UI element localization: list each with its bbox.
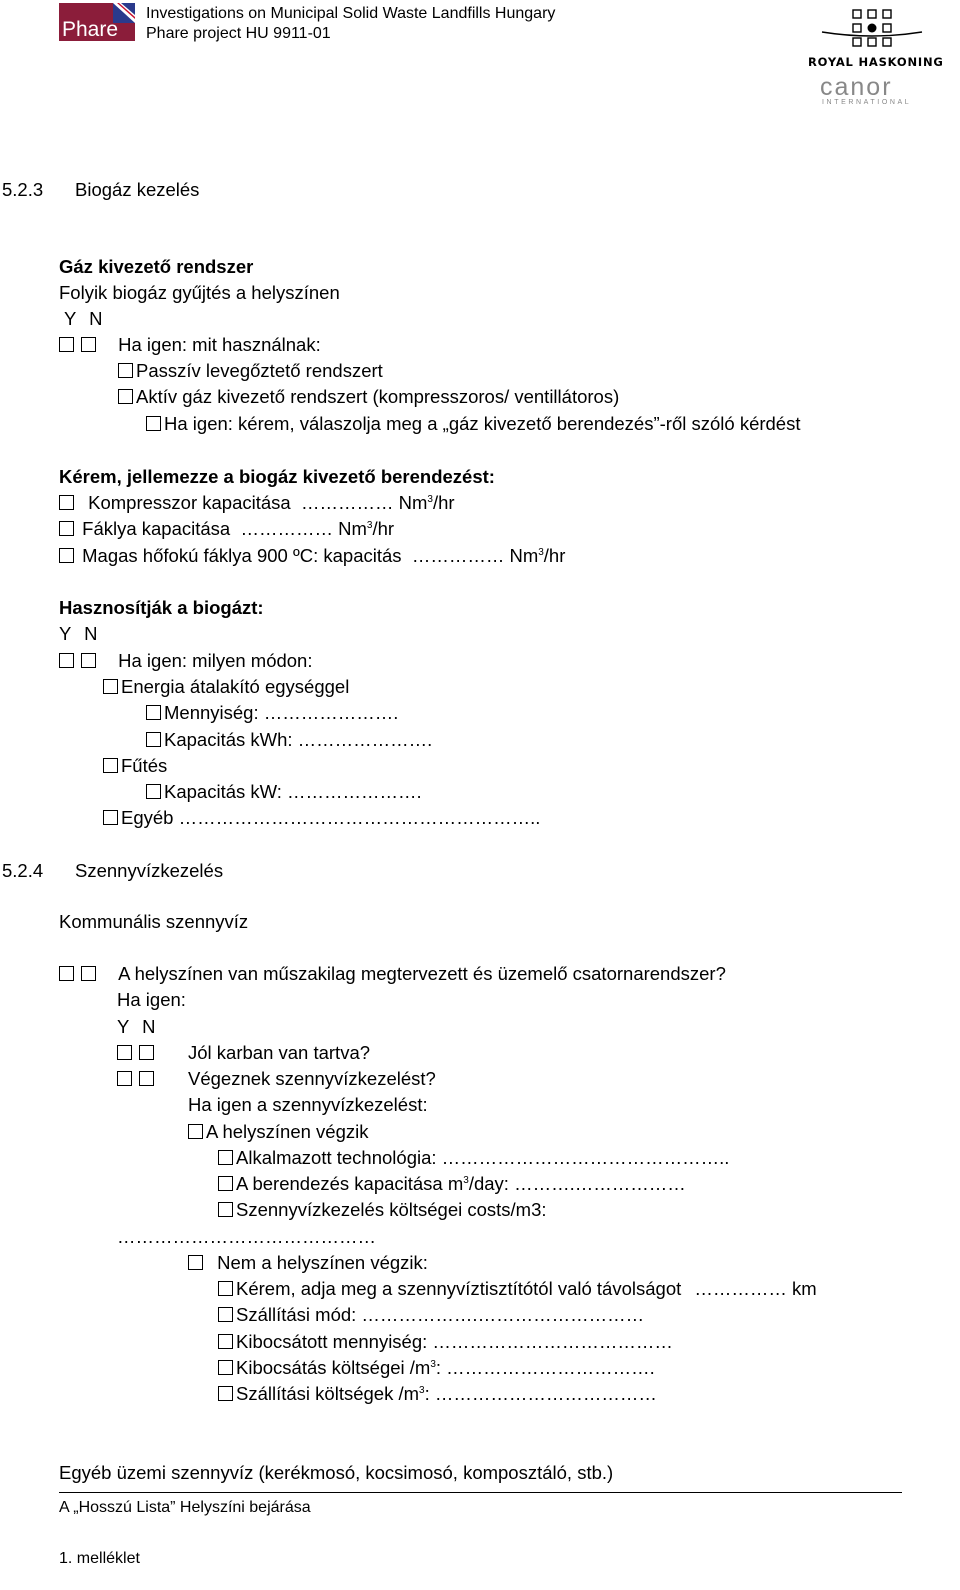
maintained-row [117,1042,157,1064]
flare-row [59,518,394,540]
capacity-kw-label: Kapacitás kW: …………………. [164,781,422,802]
flare-checkbox[interactable] [59,521,74,536]
if-yes-treatment-label: Ha igen a szennyvízkezelést: [188,1094,428,1115]
section-number-5-2-4: 5.2.4 [2,860,44,881]
onsite-label: A helyszínen végzik [206,1121,369,1142]
biogas-use-row [59,650,313,672]
other-use-row [103,807,540,829]
phare-logo-text: Phare [62,18,119,41]
active-label: Aktív gáz kivezető rendszert (kompresszoros/ ventillátoros) [136,386,620,407]
heating-checkbox[interactable] [103,758,118,773]
no-checkbox[interactable] [81,337,96,352]
discharged-quantity-checkbox[interactable] [218,1334,233,1349]
onsite-checkbox[interactable] [188,1124,203,1139]
passive-checkbox[interactable] [118,363,133,378]
active-checkbox[interactable] [118,389,133,404]
onsite-row [188,1121,368,1143]
other-use-checkbox[interactable] [103,810,118,825]
treatment-costs-checkbox[interactable] [218,1202,233,1217]
footer-title: A „Hosszú Lista” Helyszíni bejárása [59,1499,311,1516]
gas-system-heading: Gáz kivezető rendszer [59,256,254,277]
active-system-row [118,386,619,408]
section-title-wastewater: Szennyvízkezelés [75,860,224,881]
equipment-heading: Kérem, jellemezze a biogáz kivezető berendezést: [59,466,495,487]
phare-logo [59,3,135,41]
maintained-no-checkbox[interactable] [139,1045,154,1060]
transport-mode-checkbox[interactable] [218,1307,233,1322]
treatment-label: Végeznek szennyvízkezelést? [188,1068,436,1089]
capacity-kw-row [146,781,422,803]
offsite-row [188,1252,428,1274]
transport-cost-row [218,1383,657,1405]
passive-label: Passzív levegőztető rendszert [136,360,383,381]
quantity-row [146,702,398,724]
capacity-kwh-row [146,729,432,751]
sewer-if-yes-label: Ha igen: [117,989,186,1010]
compressor-label: Kompresszor kapacitása [88,492,291,513]
maintained-yes-checkbox[interactable] [117,1045,132,1060]
capacity-kwh-checkbox[interactable] [146,732,161,747]
treatment-costs-dots[interactable]: …………………………………… [117,1226,376,1247]
transport-cost-checkbox[interactable] [218,1386,233,1401]
discharged-quantity-row [218,1331,673,1353]
treatment-yes-checkbox[interactable] [117,1071,132,1086]
sewer-yes-checkbox[interactable] [59,966,74,981]
other-use-label: Egyéb ………………………………………………….. [121,807,541,828]
other-industrial-wastewater-heading: Egyéb üzemi szennyvíz (kerékmosó, kocsimosó, komposztáló, stb.) [59,1462,614,1483]
energy-unit-label: Energia átalakító egységgel [121,676,350,697]
footer-rule [59,1492,902,1493]
discharge-cost-checkbox[interactable] [218,1360,233,1375]
communal-wastewater-heading: Kommunális szennyvíz [59,911,249,932]
capacity-kwh-label: Kapacitás kWh: …………………. [164,729,433,750]
gas-collection-question: Folyik biogáz gyűjtés a helyszínen [59,282,340,303]
technology-row [218,1147,729,1169]
distance-value[interactable]: …………… km [694,1278,817,1299]
active-if-yes-label: Ha igen: kérem, válaszolja meg a „gáz kivezető berendezés”-ről szóló kérdést [164,413,801,434]
use-how-label: Ha igen: milyen módon: [118,650,313,671]
heating-label: Fűtés [121,755,168,776]
section-number-5-2-3: 5.2.3 [2,179,44,200]
page-header [0,0,960,120]
equipment-capacity-checkbox[interactable] [218,1176,233,1191]
royal-haskoning-wordmark: ROYAL HASKONING [808,55,944,69]
quantity-label: Mennyiség: …………………. [164,702,399,723]
compressor-checkbox[interactable] [59,495,74,510]
section-title-biogas: Biogáz kezelés [75,179,200,200]
capacity-kw-checkbox[interactable] [146,784,161,799]
gas-collection-row [59,334,321,356]
biogas-use-heading: Hasznosítják a biogázt: [59,597,264,618]
yes-checkbox[interactable] [59,337,74,352]
flare-label: Fáklya kapacitása [82,518,231,539]
maintained-label: Jól karban van tartva? [188,1042,371,1063]
energy-unit-checkbox[interactable] [103,679,118,694]
passive-system-row [118,360,383,382]
technology-checkbox[interactable] [218,1150,233,1165]
sewer-question-label: A helyszínen van műszakilag megtervezett és üzemelő csatornarendszer? [118,963,726,984]
use-yes-checkbox[interactable] [59,653,74,668]
active-if-yes-checkbox[interactable] [146,416,161,431]
offsite-checkbox[interactable] [188,1255,203,1270]
discharge-cost-row [218,1357,655,1379]
if-yes-used-label: Ha igen: mit használnak: [118,334,321,355]
canor-subtitle: INTERNATIONAL [822,99,912,106]
technology-label: Alkalmazott technológia: ……………………………………….. [236,1147,730,1168]
sewer-yes-no-label: Y N [117,1016,156,1037]
sewer-question-row [59,963,726,985]
equipment-capacity-row [218,1173,686,1195]
high-temp-flare-value[interactable]: …………… Nm$^3$/hr [411,545,566,566]
heating-row [103,755,167,777]
transport-mode-label: Szállítási mód: ……………….……………………… [236,1304,645,1325]
offsite-label: Nem a helyszínen végzik: [217,1252,428,1273]
sewer-no-checkbox[interactable] [81,966,96,981]
treatment-costs-row [218,1199,547,1221]
treatment-no-checkbox[interactable] [139,1071,154,1086]
yes-no-label: Y N [64,308,103,329]
distance-checkbox[interactable] [218,1281,233,1296]
high-temp-flare-checkbox[interactable] [59,548,74,563]
treatment-row [117,1068,157,1090]
flare-value[interactable]: …………… Nm$^3$/hr [240,518,395,539]
use-no-checkbox[interactable] [81,653,96,668]
discharged-quantity-label: Kibocsátott mennyiség: ………………………………… [236,1331,673,1352]
energy-unit-row [103,676,349,698]
treatment-costs-label: Szennyvízkezelés költségei costs/m3: [236,1199,547,1220]
compressor-row [59,492,455,514]
discharge-cost-label: Kibocsátás költségei $/m^3$: ……………………………. [236,1357,655,1378]
quantity-checkbox[interactable] [146,705,161,720]
distance-label: Kérem, adja meg a szennyvíztisztítótól való távolságot [236,1278,682,1299]
equipment-capacity-label: A berendezés kapacitása $m^3$/day: ……….……………… [236,1173,686,1194]
high-temp-flare-row [59,545,565,567]
canor-wordmark: canor [820,73,893,101]
footer-annex: 1. melléklet [59,1550,140,1567]
compressor-value[interactable]: …………… Nm$^3$/hr [300,492,455,513]
transport-mode-row [218,1304,644,1326]
header-project-title: Investigations on Municipal Solid Waste Landfills Hungary [146,5,556,22]
header-project-code: Phare project HU 9911-01 [146,25,331,42]
transport-cost-label: Szállítási költségek $/m^3$: ……………………………… [236,1383,657,1404]
use-yes-no-label: Y N [59,623,98,644]
active-if-yes-row [146,413,801,435]
high-temp-flare-label: Magas hőfokú fáklya 900 ºC: kapacitás [82,545,402,566]
distance-row [218,1278,817,1300]
